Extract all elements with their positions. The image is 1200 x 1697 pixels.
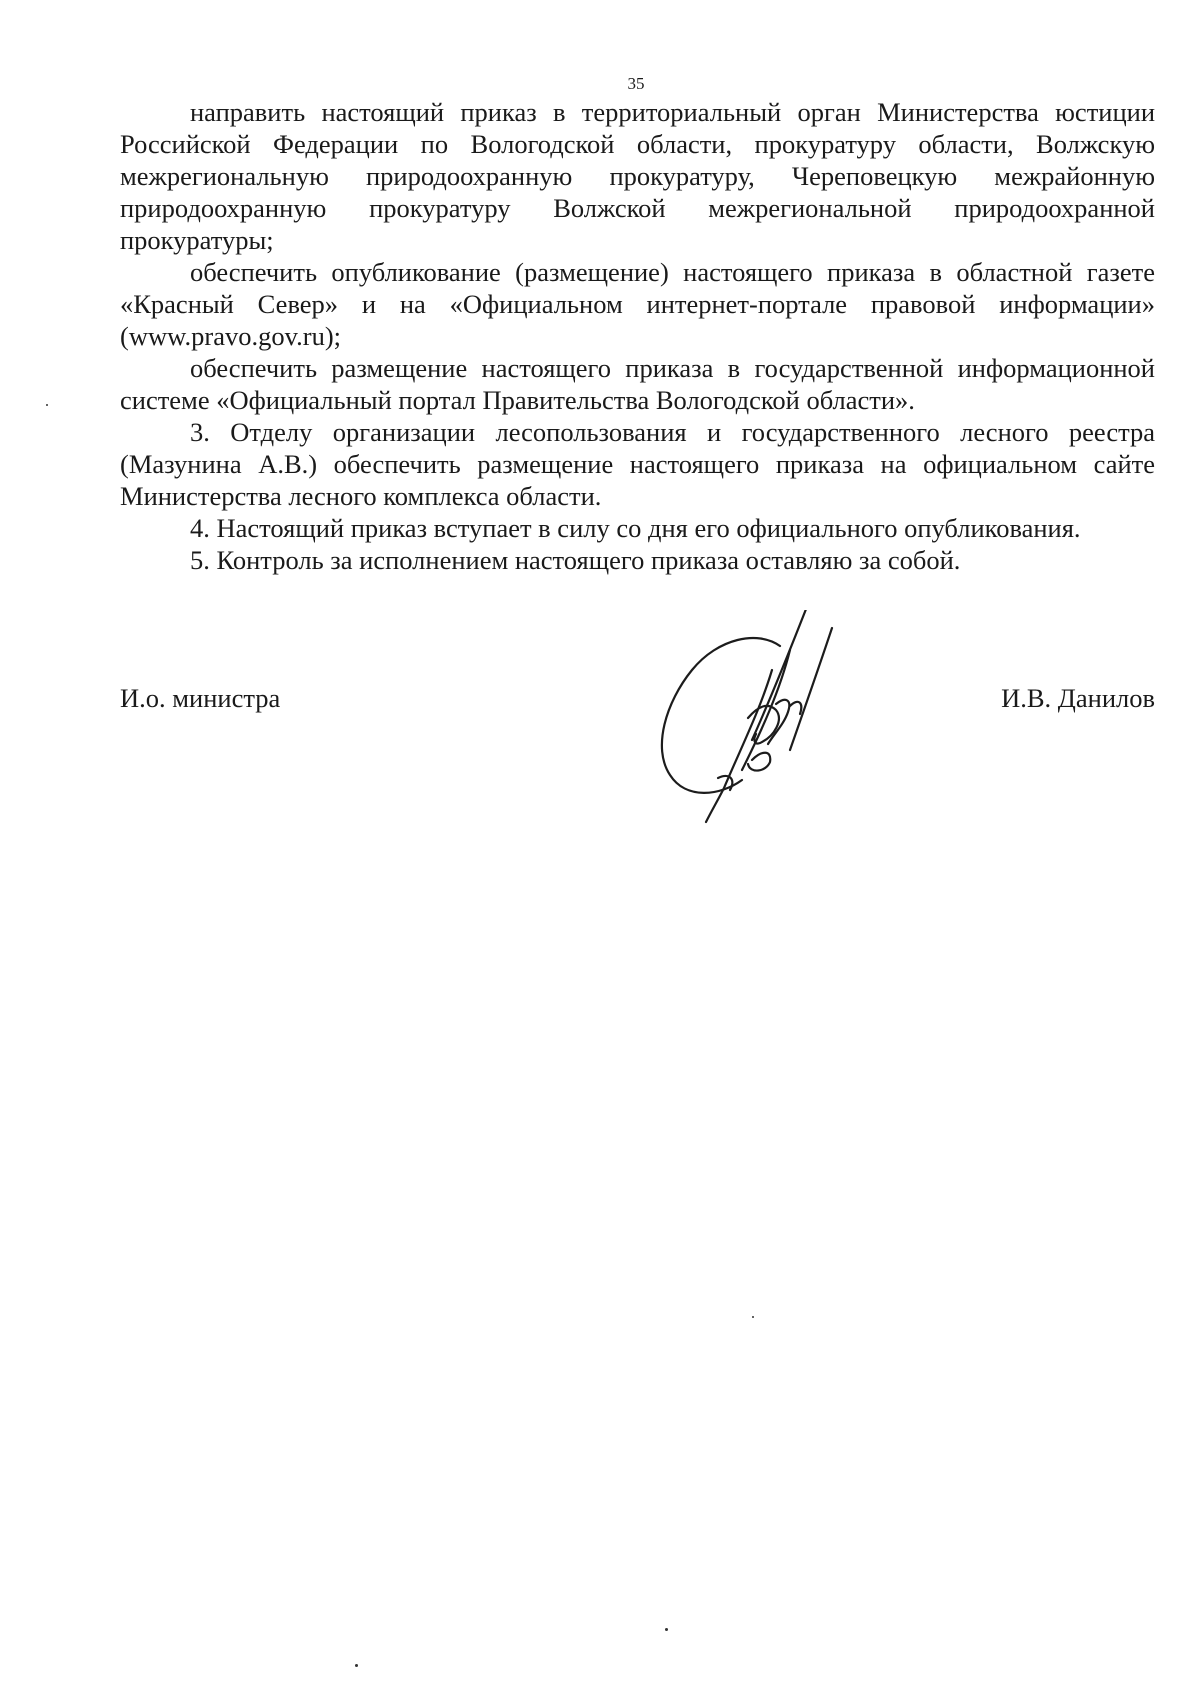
scan-speck — [355, 1664, 358, 1667]
signatory-title: И.о. министра — [120, 683, 281, 713]
scan-speck — [46, 404, 48, 406]
paragraph-send-order: направить настоящий приказ в территориальный орган Министерства юстиции Российской Федерации по Вологодской области, прокуратуру области, Волжскую межрегиональную природоохранную прокуратуру, Череповецкую межрайонную природоохранную прокуратуру Волжской межрегиональной природоохранной прокуратуры; — [120, 97, 1155, 255]
paragraph-item-4: 4. Настоящий приказ вступает в силу со дня его официального опубликования. — [190, 513, 1081, 543]
signature-block — [120, 682, 1155, 722]
page-number: 35 — [627, 74, 645, 93]
document-body — [120, 96, 1155, 576]
scan-speck — [752, 1316, 754, 1318]
signatory-name: И.В. Данилов — [1001, 683, 1155, 713]
handwritten-signature-icon — [640, 610, 900, 850]
scan-speck — [665, 1628, 668, 1631]
paragraph-item-3: 3. Отделу организации лесопользования и государственного лесного реестра (Мазунина А.В.) обеспечить размещение настоящего приказа на официальном сайте Министерства лесного комплекса области. — [120, 417, 1155, 511]
paragraph-publication: обеспечить опубликование (размещение) настоящего приказа в областной газете «Красный Север» и на «Официальном интернет-портале правовой информации» (www.pravo.gov.ru); — [120, 257, 1155, 351]
paragraph-government-portal: обеспечить размещение настоящего приказа в государственной информационной системе «Официальный портал Правительства Вологодской области». — [120, 353, 1155, 415]
paragraph-item-5: 5. Контроль за исполнением настоящего приказа оставляю за собой. — [190, 545, 961, 575]
